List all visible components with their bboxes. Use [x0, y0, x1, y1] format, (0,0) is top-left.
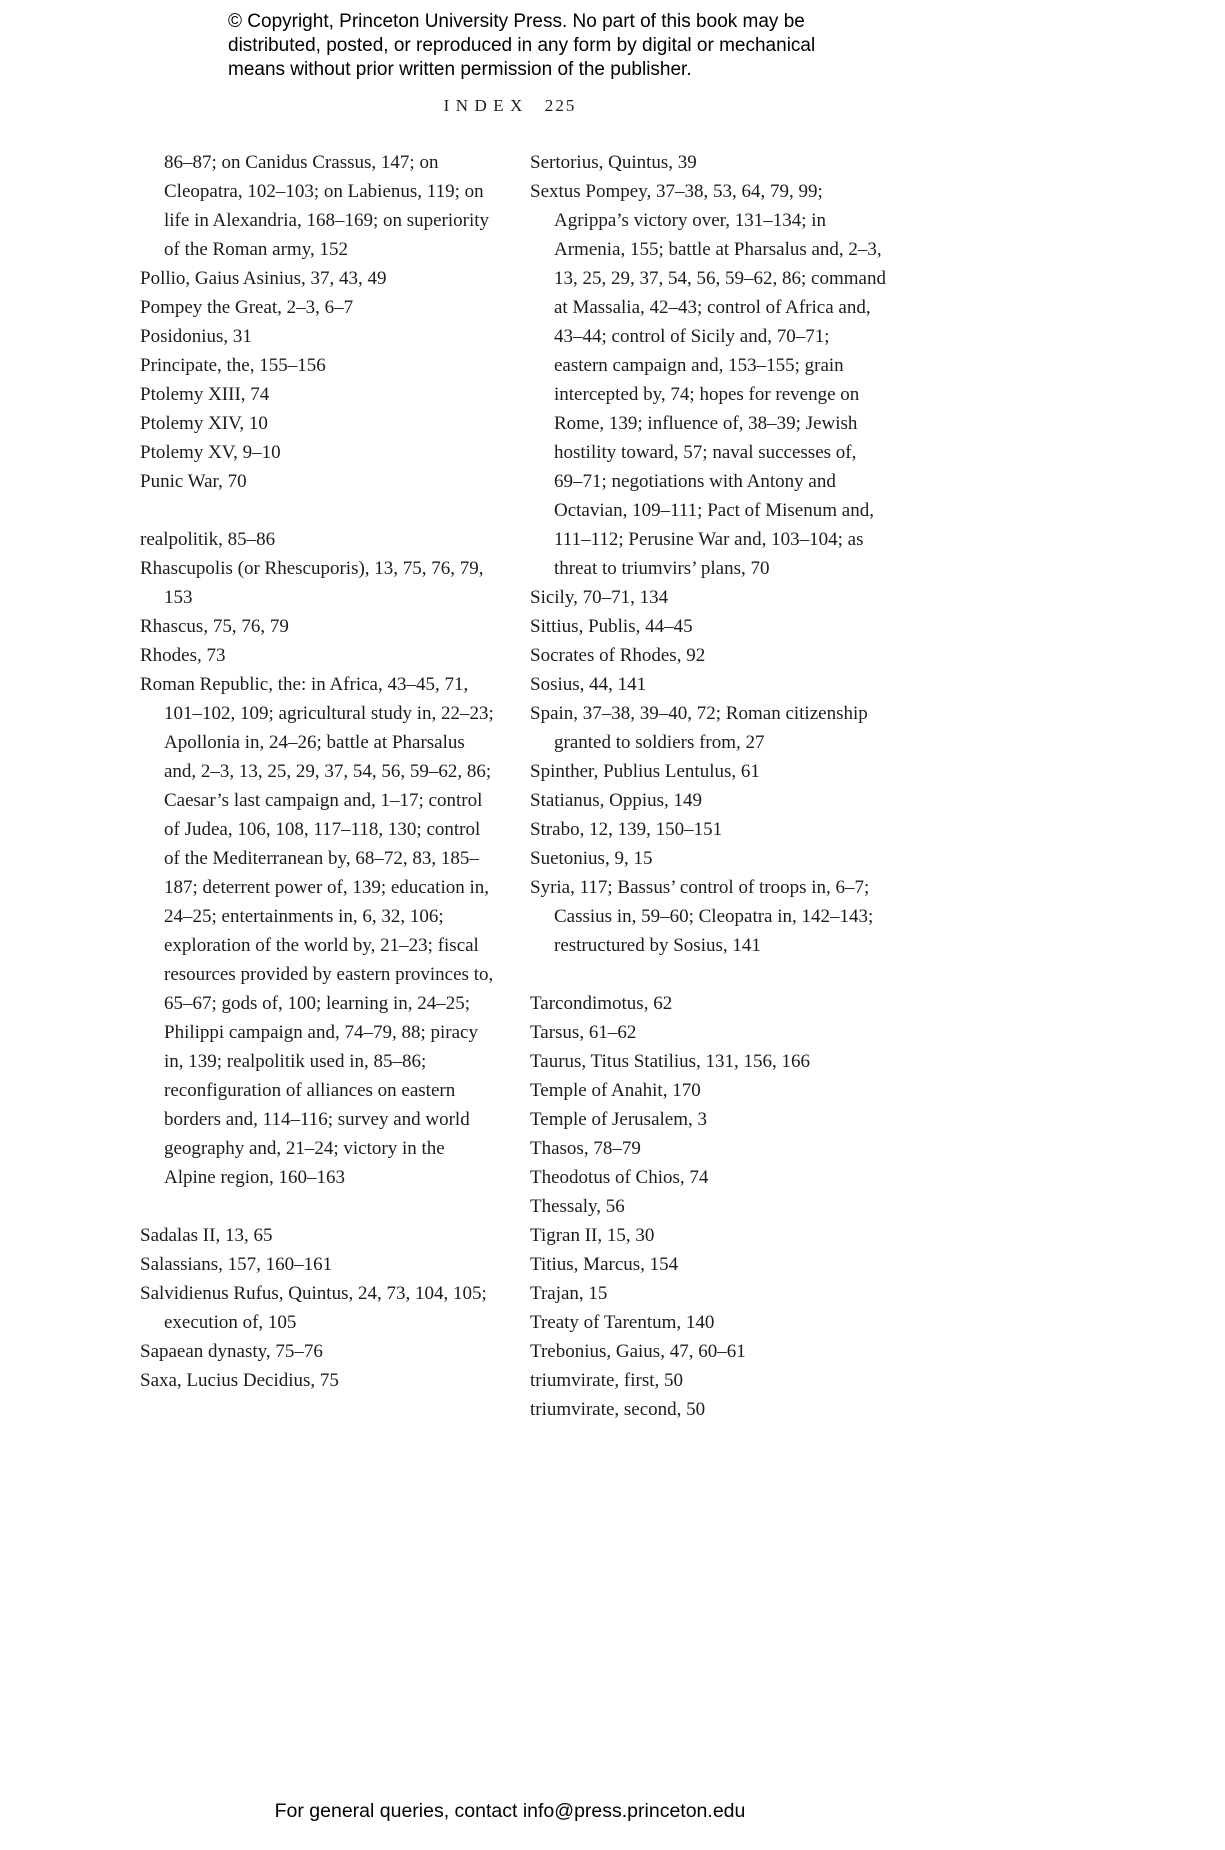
index-entry: Trajan, 15	[530, 1283, 608, 1304]
index-entry: Thessaly, 56	[530, 1196, 625, 1217]
index-entry: Strabo, 12, 139, 150–151	[530, 819, 723, 840]
copyright-notice: © Copyright, Princeton University Press. No part of this book may be distributed, posted, or reproduced in any form by digital or mechanical means without prior written permission of the publisher.	[228, 11, 816, 80]
index-entry: Taurus, Titus Statilius, 131, 156, 166	[530, 1051, 811, 1072]
index-column-right	[530, 148, 887, 1424]
index-entry: Sextus Pompey, 37–38, 53, 64, 79, 99; Agrippa’s victory over, 131–134; in Armenia, 155; battle at Pharsalus and, 2–3, 13, 25, 29, 37, 54, 56, 59–62, 86; command at Massalia, 42–43; control of Africa and, 43–44; control of Sicily and, 70–71; eastern campaign and, 153–155; grain intercepted by, 74; hopes for revenge on Rome, 139; influence of, 38–39; Jewish hostility toward, 57; naval successes of, 69–71; negotiations with Antony and Octavian, 109–111; Pact of Misenum and, 111–112; Perusine War and, 103–104; as threat to triumvirs’ plans, 70	[530, 181, 886, 579]
index-entry: Syria, 117; Bassus’ control of troops in, 6–7; Cassius in, 59–60; Cleopatra in, 142–143; restructured by Sosius, 141	[530, 877, 874, 956]
index-entry: Thasos, 78–79	[530, 1138, 641, 1159]
index-entry: Socrates of Rhodes, 92	[530, 645, 706, 666]
index-entry: Roman Republic, the: in Africa, 43–45, 71, 101–102, 109; agricultural study in, 22–23; Apollonia in, 24–26; battle at Pharsalus and, 2–3, 13, 25, 29, 37, 54, 56, 59–62, 86; Caesar’s last campaign and, 1–17; control of Judea, 106, 108, 117–118, 130; control of the Mediterranean by, 68–72, 83, 185–187; deterrent power of, 139; education in, 24–25; entertainments in, 6, 32, 106; exploration of the world by, 21–23; fiscal resources provided by eastern provinces to, 65–67; gods of, 100; learning in, 24–25; Philippi campaign and, 74–79, 88; piracy in, 139; realpolitik used in, 85–86; reconfiguration of alliances on eastern borders and, 114–116; survey and world geography and, 21–24; victory in the Alpine region, 160–163	[140, 674, 494, 1188]
index-entry: Pompey the Great, 2–3, 6–7	[140, 297, 354, 318]
index-entry: Ptolemy XV, 9–10	[140, 442, 281, 463]
index-entry: Sertorius, Quintus, 39	[530, 152, 697, 173]
index-entry: triumvirate, second, 50	[530, 1399, 706, 1420]
index-entry: Tigran II, 15, 30	[530, 1225, 655, 1246]
index-entry: Rhascupolis (or Rhescuporis), 13, 75, 76, 79, 153	[140, 558, 484, 608]
index-entry: 86–87; on Canidus Crassus, 147; on Cleopatra, 102–103; on Labienus, 119; on life in Alexandria, 168–169; on superiority of the Roman army, 152	[164, 152, 490, 260]
index-entry: Saxa, Lucius Decidius, 75	[140, 1370, 339, 1391]
index-entry: Punic War, 70	[140, 471, 247, 492]
index-entry: triumvirate, first, 50	[530, 1370, 684, 1391]
index-entry: Sicily, 70–71, 134	[530, 587, 669, 608]
index-entry: Suetonius, 9, 15	[530, 848, 653, 869]
index-entry: Sadalas II, 13, 65	[140, 1225, 273, 1246]
index-entry: Sittius, Publis, 44–45	[530, 616, 693, 637]
index-entry: Principate, the, 155–156	[140, 355, 326, 376]
index-column-left	[140, 148, 497, 1395]
index-entry: Ptolemy XIII, 74	[140, 384, 270, 405]
index-entry: Tarsus, 61–62	[530, 1022, 637, 1043]
index-entry: Temple of Jerusalem, 3	[530, 1109, 708, 1130]
index-entry: Temple of Anahit, 170	[530, 1080, 701, 1101]
index-entry: Rhodes, 73	[140, 645, 226, 666]
index-entry: Rhascus, 75, 76, 79	[140, 616, 289, 637]
index-entry: Ptolemy XIV, 10	[140, 413, 268, 434]
index-entry: Salvidienus Rufus, Quintus, 24, 73, 104, 105; execution of, 105	[140, 1283, 487, 1333]
page-number: 225	[544, 96, 577, 115]
index-entry: Posidonius, 31	[140, 326, 252, 347]
index-entry: Titius, Marcus, 154	[530, 1254, 679, 1275]
index-entry: Treaty of Tarentum, 140	[530, 1312, 715, 1333]
index-entry: Spain, 37–38, 39–40, 72; Roman citizenship granted to soldiers from, 27	[530, 703, 868, 753]
index-entry: Pollio, Gaius Asinius, 37, 43, 49	[140, 268, 387, 289]
queries-footer: For general queries, contact info@press.princeton.edu	[274, 1800, 746, 1822]
index-entry: Salassians, 157, 160–161	[140, 1254, 333, 1275]
index-entry: Statianus, Oppius, 149	[530, 790, 703, 811]
index-entry: Tarcondimotus, 62	[530, 993, 673, 1014]
index-title: INDEX	[443, 96, 529, 115]
page-header	[140, 96, 880, 116]
index-entry: realpolitik, 85–86	[140, 529, 276, 550]
index-entry: Sosius, 44, 141	[530, 674, 647, 695]
index-entry: Sapaean dynasty, 75–76	[140, 1341, 323, 1362]
index-entry: Spinther, Publius Lentulus, 61	[530, 761, 760, 782]
index-entry: Theodotus of Chios, 74	[530, 1167, 709, 1188]
index-entry: Trebonius, Gaius, 47, 60–61	[530, 1341, 746, 1362]
